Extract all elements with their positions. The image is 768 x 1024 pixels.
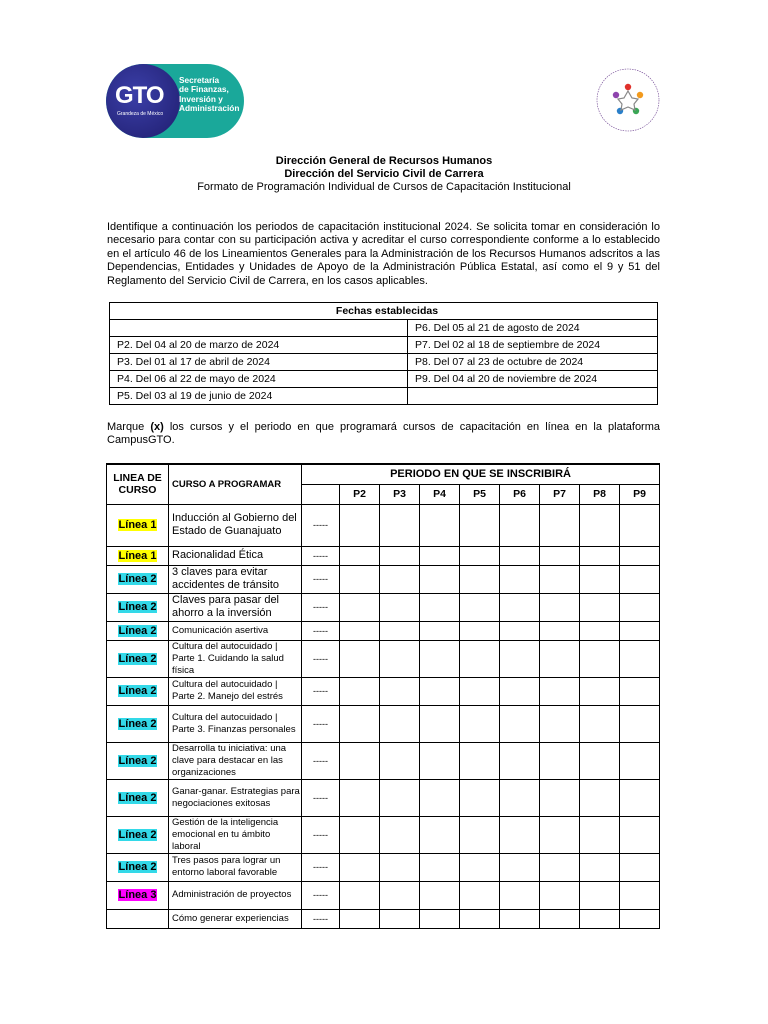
course-linea — [107, 640, 169, 677]
course-linea — [107, 593, 169, 621]
period-checkbox-p2[interactable] — [340, 677, 380, 705]
fechas-cell: P3. Del 01 al 17 de abril de 2024 — [110, 354, 408, 371]
period-header-p7: P7 — [540, 484, 580, 504]
period-checkbox-p4[interactable] — [420, 816, 460, 853]
period-checkbox-p6[interactable] — [500, 546, 540, 565]
period-checkbox-p6[interactable] — [500, 504, 540, 546]
period-checkbox-p5[interactable] — [460, 816, 500, 853]
period-checkbox-p3[interactable] — [380, 909, 420, 928]
period-checkbox-p6[interactable] — [500, 779, 540, 816]
period-checkbox-p9[interactable] — [620, 621, 660, 640]
period-checkbox-p5[interactable] — [460, 677, 500, 705]
table-row — [107, 565, 660, 593]
period-checkbox-p4[interactable] — [420, 881, 460, 909]
period-checkbox-p9[interactable] — [620, 881, 660, 909]
period-checkbox-p5[interactable] — [460, 504, 500, 546]
period-checkbox-p8[interactable] — [580, 705, 620, 742]
course-linea — [107, 546, 169, 565]
period-checkbox-p7[interactable] — [540, 621, 580, 640]
course-name: Claves para pasar del ahorro a la inversión — [169, 593, 302, 621]
course-name: Cultura del autocuidado | Parte 2. Manejo del estrés — [169, 677, 302, 705]
course-linea — [107, 565, 169, 593]
courses-table — [106, 463, 660, 929]
period-checkbox-p9[interactable] — [620, 909, 660, 928]
period-checkbox-p4[interactable] — [420, 742, 460, 779]
period-checkbox-p9[interactable] — [620, 853, 660, 881]
course-linea — [107, 853, 169, 881]
period-checkbox-p3[interactable] — [380, 881, 420, 909]
table-row — [107, 546, 660, 565]
period-checkbox-p7[interactable] — [540, 816, 580, 853]
period-checkbox-p9[interactable] — [620, 565, 660, 593]
period-checkbox-p3[interactable] — [380, 816, 420, 853]
period-checkbox-p7[interactable] — [540, 742, 580, 779]
table-row — [107, 593, 660, 621]
period-checkbox-p9[interactable] — [620, 742, 660, 779]
period-checkbox-p6[interactable] — [500, 816, 540, 853]
period-checkbox-p8[interactable] — [580, 677, 620, 705]
course-name: Tres pasos para lograr un entorno laboral favorable — [169, 853, 302, 881]
period-checkbox-p3[interactable] — [380, 705, 420, 742]
period-checkbox-p8[interactable] — [580, 504, 620, 546]
period-checkbox-p5[interactable] — [460, 853, 500, 881]
period-checkbox-p8[interactable] — [580, 909, 620, 928]
period-checkbox-p3[interactable] — [380, 640, 420, 677]
period-checkbox-p5[interactable] — [460, 779, 500, 816]
table-row — [107, 640, 660, 677]
course-name: Racionalidad Ética — [169, 546, 302, 565]
period-checkbox-p2[interactable] — [340, 853, 380, 881]
table-row — [110, 337, 658, 354]
period-checkbox-p7[interactable] — [540, 881, 580, 909]
course-linea — [107, 504, 169, 546]
fechas-table — [109, 302, 658, 405]
period-checkbox-p6[interactable] — [500, 640, 540, 677]
period-checkbox-p3[interactable] — [380, 677, 420, 705]
period-checkbox-p8[interactable] — [580, 881, 620, 909]
course-mark: ----- — [302, 705, 340, 742]
course-mark: ----- — [302, 593, 340, 621]
period-header-p2: P2 — [340, 484, 380, 504]
course-name: Administración de proyectos — [169, 881, 302, 909]
period-checkbox-p5[interactable] — [460, 705, 500, 742]
period-checkbox-p8[interactable] — [580, 742, 620, 779]
period-checkbox-p4[interactable] — [420, 593, 460, 621]
fechas-cell: P8. Del 07 al 23 de octubre de 2024 — [408, 354, 658, 371]
course-mark: ----- — [302, 546, 340, 565]
header-line-3: Formato de Programación Individual de Cursos de Capacitación Institucional — [197, 181, 571, 193]
course-linea — [107, 742, 169, 779]
linea-badge: Línea 2 — [118, 791, 157, 804]
period-checkbox-p7[interactable] — [540, 853, 580, 881]
period-checkbox-p4[interactable] — [420, 621, 460, 640]
fechas-cell: P2. Del 04 al 20 de marzo de 2024 — [110, 337, 408, 354]
course-name: Cultura del autocuidado | Parte 3. Finanzas personales — [169, 705, 302, 742]
period-checkbox-p9[interactable] — [620, 816, 660, 853]
linea-badge: Línea 2 — [118, 754, 157, 767]
course-name: Ganar-ganar. Estrategias para negociaciones exitosas — [169, 779, 302, 816]
period-checkbox-p3[interactable] — [380, 621, 420, 640]
period-checkbox-p2[interactable] — [340, 779, 380, 816]
period-checkbox-p5[interactable] — [460, 593, 500, 621]
period-checkbox-p3[interactable] — [380, 565, 420, 593]
table-row — [107, 779, 660, 816]
course-mark: ----- — [302, 909, 340, 928]
period-checkbox-p7[interactable] — [540, 546, 580, 565]
col-header-curso: CURSO A PROGRAMAR — [169, 464, 302, 504]
period-checkbox-p9[interactable] — [620, 640, 660, 677]
period-checkbox-p7[interactable] — [540, 909, 580, 928]
table-row — [110, 388, 658, 405]
period-checkbox-p5[interactable] — [460, 881, 500, 909]
period-checkbox-p2[interactable] — [340, 565, 380, 593]
period-checkbox-p2[interactable] — [340, 816, 380, 853]
fechas-cell: P6. Del 05 al 21 de agosto de 2024 — [408, 320, 658, 337]
table-row — [107, 881, 660, 909]
period-checkbox-p4[interactable] — [420, 909, 460, 928]
course-mark: ----- — [302, 565, 340, 593]
period-checkbox-p2[interactable] — [340, 705, 380, 742]
period-checkbox-p3[interactable] — [380, 504, 420, 546]
linea-badge: Línea 1 — [118, 549, 157, 562]
table-row — [110, 320, 658, 337]
period-checkbox-p9[interactable] — [620, 546, 660, 565]
instruction-text: Marque (x) los cursos y el periodo en que programará cursos de capacitación en línea en la plataforma CampusGTO. — [107, 421, 660, 447]
period-checkbox-p2[interactable] — [340, 881, 380, 909]
period-header-blank — [302, 484, 340, 504]
gto-logo-circle — [106, 64, 180, 138]
period-checkbox-p4[interactable] — [420, 677, 460, 705]
period-checkbox-p5[interactable] — [460, 742, 500, 779]
period-checkbox-p3[interactable] — [380, 853, 420, 881]
linea-badge: Línea 3 — [118, 889, 157, 901]
course-mark: ----- — [302, 742, 340, 779]
intro-paragraph: Identifique a continuación los periodos de capacitación institucional 2024. Se solicita tomar en consideración lo necesario para contar con su participación activa y acreditar el curso correspondiente conforme a lo establecido en el artículo 46 de los Lineamientos Generales para la Administración de los Recursos Humanos adscritos a las Dependencias, Entidades y Unidades de Apoyo de la Administración Pública Estatal, así como el 9 y 51 del Reglamento del Servicio Civil de Carrera, en los casos aplicables. — [107, 221, 660, 287]
period-checkbox-p4[interactable] — [420, 546, 460, 565]
period-checkbox-p7[interactable] — [540, 504, 580, 546]
period-checkbox-p6[interactable] — [500, 565, 540, 593]
period-header-p6: P6 — [500, 484, 540, 504]
course-mark: ----- — [302, 504, 340, 546]
linea-badge: Línea 2 — [118, 717, 157, 730]
period-checkbox-p6[interactable] — [500, 677, 540, 705]
course-linea — [107, 779, 169, 816]
period-checkbox-p5[interactable] — [460, 909, 500, 928]
table-row — [107, 504, 660, 546]
period-checkbox-p2[interactable] — [340, 742, 380, 779]
course-name: 3 claves para evitar accidentes de tránsito — [169, 565, 302, 593]
course-linea — [107, 816, 169, 853]
header-line-2: Dirección del Servicio Civil de Carrera — [284, 168, 484, 180]
period-checkbox-p2[interactable] — [340, 504, 380, 546]
period-checkbox-p4[interactable] — [420, 779, 460, 816]
linea-badge: Línea 2 — [118, 652, 157, 665]
course-name: Gestión de la inteligencia emocional en tu ámbito laboral — [169, 816, 302, 853]
period-checkbox-p8[interactable] — [580, 593, 620, 621]
fechas-cell — [408, 388, 658, 405]
period-checkbox-p8[interactable] — [580, 546, 620, 565]
course-name: Cómo generar experiencias — [169, 909, 302, 928]
gto-logo-text: Secretaría de Finanzas, Inversión y Administración — [179, 75, 240, 114]
period-checkbox-p9[interactable] — [620, 705, 660, 742]
linea-badge: Línea 2 — [118, 624, 157, 637]
gto-logo-abbr: GTO — [115, 82, 164, 109]
period-checkbox-p7[interactable] — [540, 779, 580, 816]
period-checkbox-p7[interactable] — [540, 705, 580, 742]
course-name: Cultura del autocuidado | Parte 1. Cuidando la salud física — [169, 640, 302, 677]
period-header-p9: P9 — [620, 484, 660, 504]
period-checkbox-p6[interactable] — [500, 909, 540, 928]
period-checkbox-p9[interactable] — [620, 504, 660, 546]
linea-badge: Línea 2 — [118, 601, 157, 613]
course-mark: ----- — [302, 640, 340, 677]
period-checkbox-p9[interactable] — [620, 593, 660, 621]
period-checkbox-p7[interactable] — [540, 565, 580, 593]
period-checkbox-p5[interactable] — [460, 640, 500, 677]
period-checkbox-p8[interactable] — [580, 565, 620, 593]
course-mark: ----- — [302, 816, 340, 853]
table-row — [110, 371, 658, 388]
period-checkbox-p6[interactable] — [500, 881, 540, 909]
period-checkbox-p2[interactable] — [340, 909, 380, 928]
period-checkbox-p4[interactable] — [420, 504, 460, 546]
period-checkbox-p7[interactable] — [540, 593, 580, 621]
table-row — [110, 354, 658, 371]
linea-badge: Línea 1 — [118, 519, 157, 531]
linea-badge: Línea 2 — [118, 828, 157, 841]
period-checkbox-p3[interactable] — [380, 546, 420, 565]
period-checkbox-p3[interactable] — [380, 779, 420, 816]
fechas-cell: P4. Del 06 al 22 de mayo de 2024 — [110, 371, 408, 388]
course-mark: ----- — [302, 621, 340, 640]
fechas-cell — [110, 320, 408, 337]
gto-logo-tagline: Grandeza de México — [117, 111, 164, 117]
linea-badge: Línea 2 — [118, 861, 157, 873]
period-checkbox-p5[interactable] — [460, 621, 500, 640]
period-checkbox-p6[interactable] — [500, 705, 540, 742]
header-line-1: Dirección General de Recursos Humanos — [275, 155, 493, 167]
period-header-p5: P5 — [460, 484, 500, 504]
period-checkbox-p9[interactable] — [620, 677, 660, 705]
period-checkbox-p4[interactable] — [420, 565, 460, 593]
course-mark: ----- — [302, 779, 340, 816]
course-mark: ----- — [302, 853, 340, 881]
period-checkbox-p4[interactable] — [420, 705, 460, 742]
period-checkbox-p9[interactable] — [620, 779, 660, 816]
col-header-periodo: PERIODO EN QUE SE INSCRIBIRÁ — [302, 464, 660, 484]
period-checkbox-p6[interactable] — [500, 742, 540, 779]
linea-badge: Línea 2 — [118, 573, 157, 585]
period-checkbox-p6[interactable] — [500, 621, 540, 640]
period-checkbox-p7[interactable] — [540, 677, 580, 705]
period-checkbox-p8[interactable] — [580, 779, 620, 816]
course-linea — [107, 621, 169, 640]
period-checkbox-p2[interactable] — [340, 593, 380, 621]
period-checkbox-p5[interactable] — [460, 546, 500, 565]
course-mark: ----- — [302, 677, 340, 705]
fechas-cell: P5. Del 03 al 19 de junio de 2024 — [110, 388, 408, 405]
period-checkbox-p6[interactable] — [500, 853, 540, 881]
period-checkbox-p4[interactable] — [420, 853, 460, 881]
period-checkbox-p2[interactable] — [340, 621, 380, 640]
course-name: Inducción al Gobierno del Estado de Guanajuato — [169, 504, 302, 546]
table-row — [107, 705, 660, 742]
course-linea — [107, 881, 169, 909]
period-checkbox-p2[interactable] — [340, 640, 380, 677]
period-header-p8: P8 — [580, 484, 620, 504]
table-row — [107, 742, 660, 779]
period-checkbox-p4[interactable] — [420, 640, 460, 677]
fechas-cell: P7. Del 02 al 18 de septiembre de 2024 — [408, 337, 658, 354]
course-mark: ----- — [302, 881, 340, 909]
course-linea — [107, 677, 169, 705]
period-checkbox-p8[interactable] — [580, 853, 620, 881]
period-checkbox-p7[interactable] — [540, 640, 580, 677]
period-checkbox-p5[interactable] — [460, 565, 500, 593]
linea-badge: Línea 2 — [118, 685, 157, 697]
fechas-title: Fechas establecidas — [110, 303, 658, 320]
period-checkbox-p8[interactable] — [580, 640, 620, 677]
course-name: Comunicación asertiva — [169, 621, 302, 640]
gto-logo — [106, 64, 244, 138]
fechas-cell: P9. Del 04 al 20 de noviembre de 2024 — [408, 371, 658, 388]
period-checkbox-p8[interactable] — [580, 621, 620, 640]
col-header-linea: LINEA DE CURSO — [107, 464, 169, 504]
table-row — [107, 621, 660, 640]
course-linea — [107, 705, 169, 742]
table-row — [107, 816, 660, 853]
course-name: Desarrolla tu iniciativa: una clave para destacar en las organizaciones — [169, 742, 302, 779]
period-checkbox-p8[interactable] — [580, 816, 620, 853]
period-checkbox-p2[interactable] — [340, 546, 380, 565]
table-row — [107, 909, 660, 928]
igualdad-laboral-seal-icon — [594, 66, 662, 134]
period-header-p3: P3 — [380, 484, 420, 504]
course-linea — [107, 909, 169, 928]
table-row — [107, 853, 660, 881]
period-checkbox-p6[interactable] — [500, 593, 540, 621]
period-checkbox-p3[interactable] — [380, 593, 420, 621]
period-checkbox-p3[interactable] — [380, 742, 420, 779]
period-header-p4: P4 — [420, 484, 460, 504]
table-row — [107, 677, 660, 705]
